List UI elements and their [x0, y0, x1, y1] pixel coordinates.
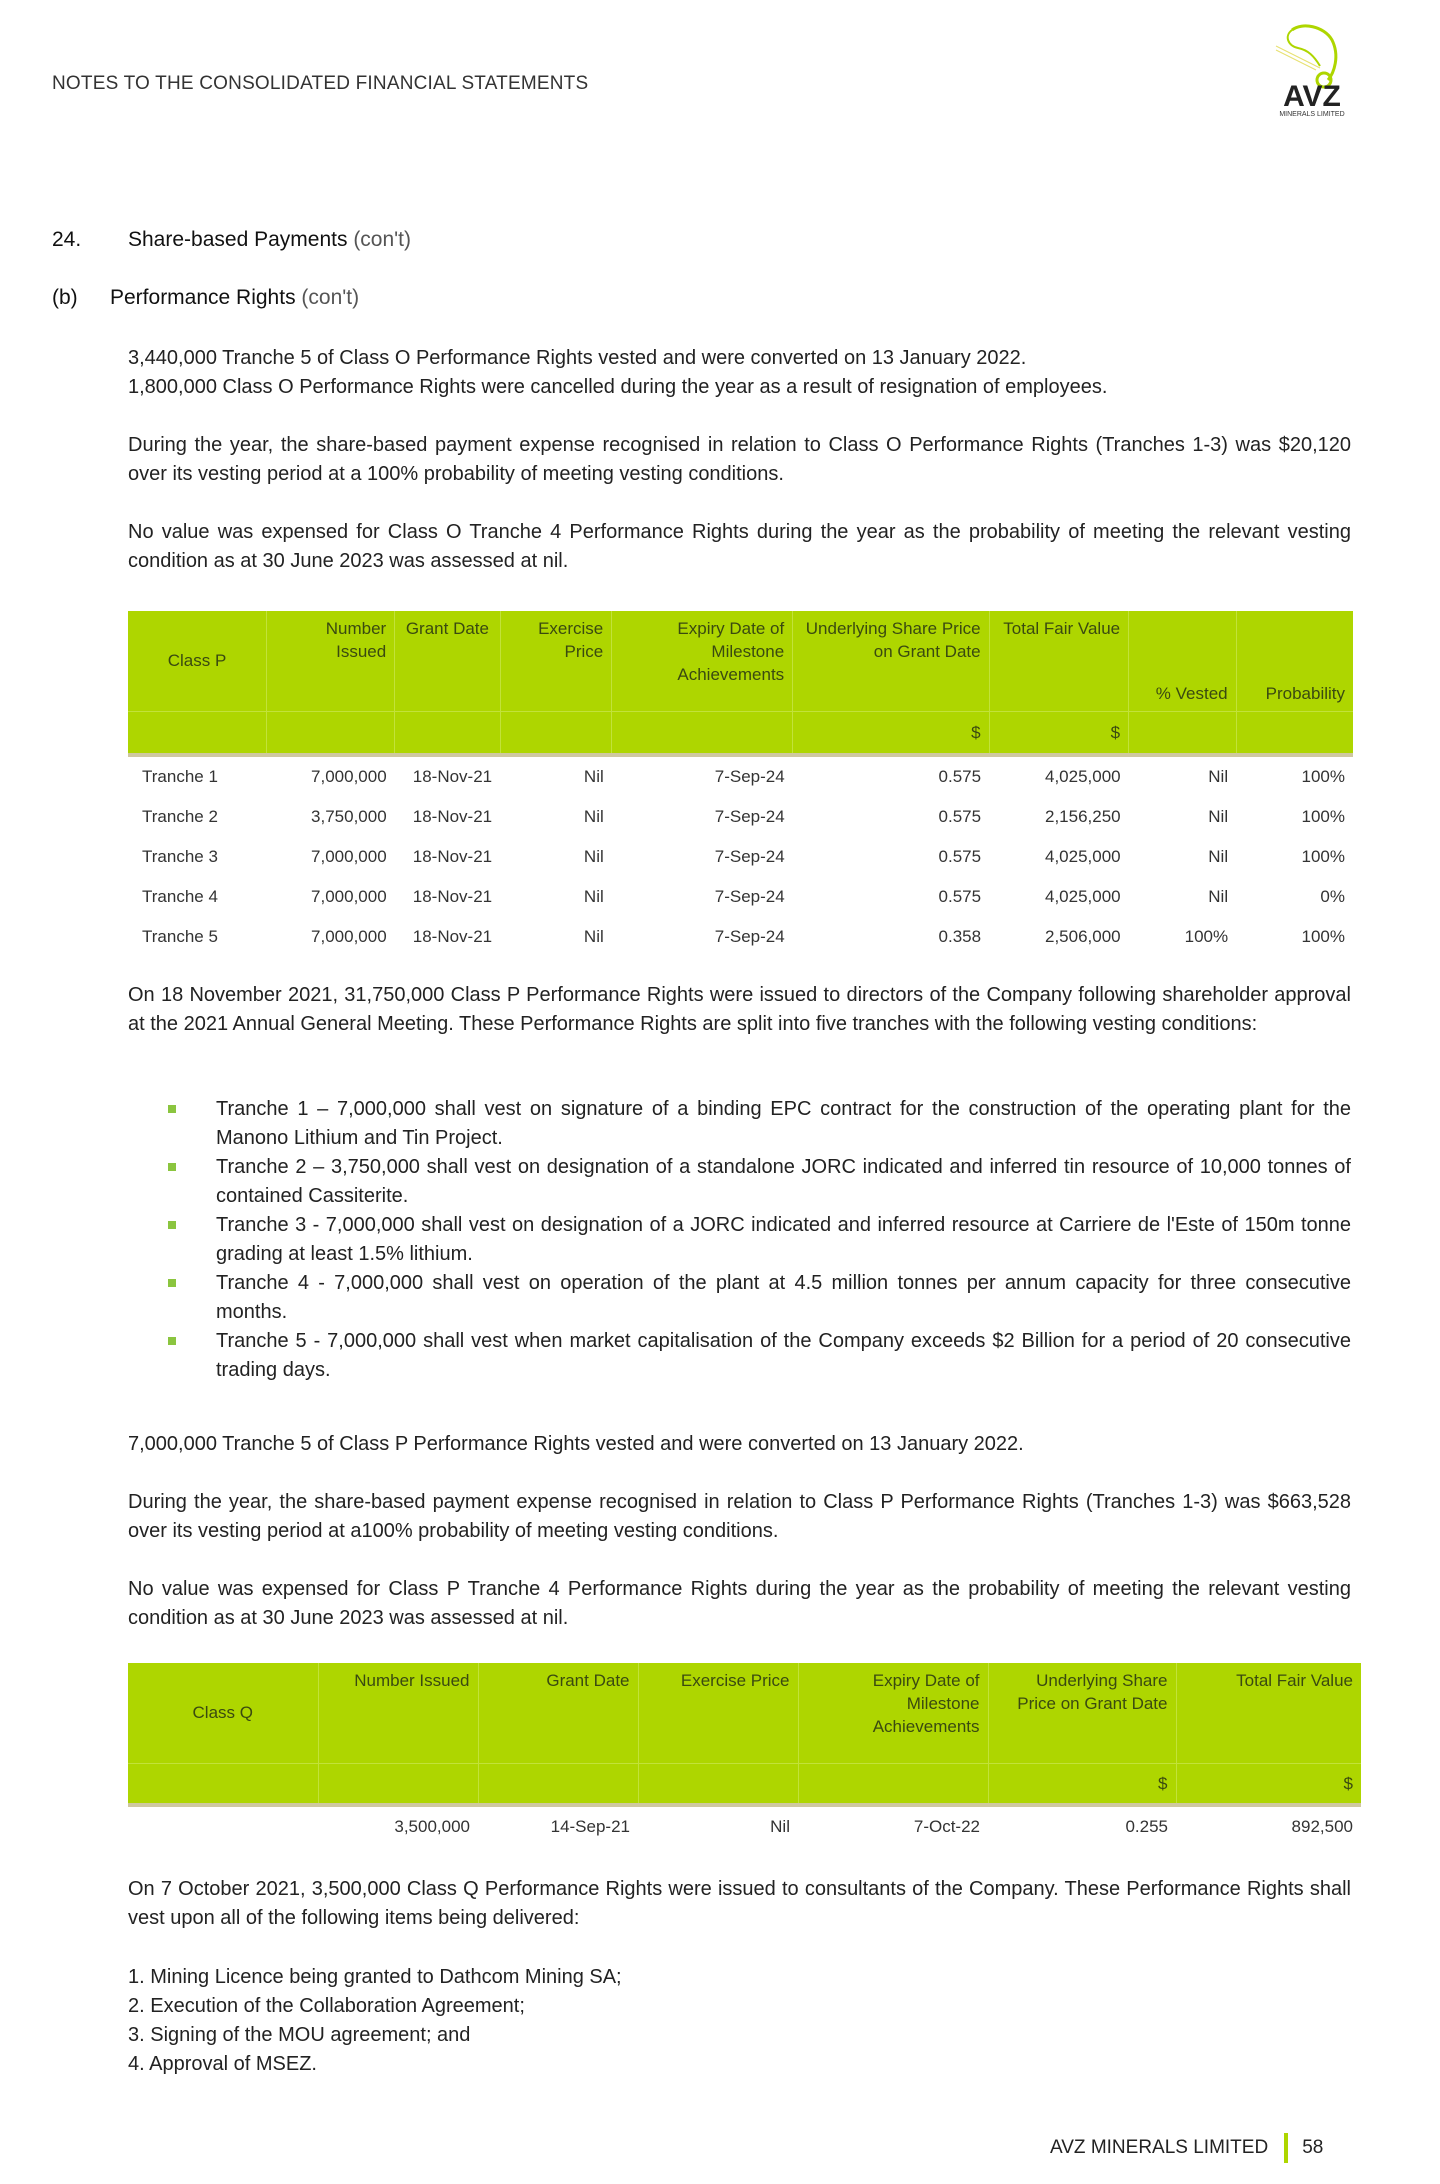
subsection-heading	[52, 286, 359, 310]
page-footer	[1050, 2133, 1323, 2163]
list-item-text: Tranche 3 - 7,000,000 shall vest on designation of a JORC indicated and inferred resource at Carriere de l'Este of 150m tonne grading at least 1.5% lithium.	[216, 1214, 1351, 1265]
unit-cell	[318, 1763, 478, 1805]
table-cell: 3,500,000	[394, 1817, 470, 1836]
list-item: 2. Execution of the Collaboration Agreement;	[128, 1995, 525, 2017]
table-cell: 0.575	[938, 847, 982, 866]
class-q-vesting-items	[128, 1963, 622, 2079]
paragraph: 1,800,000 Class O Performance Rights were cancelled during the year as a result of resignation of employees.	[128, 376, 1108, 398]
unit-cell	[478, 1763, 638, 1805]
unit-cell: $	[1176, 1763, 1361, 1805]
column-header: Expiry Date of Milestone Achievements	[798, 1663, 988, 1763]
logo-wordmark: AVZ	[1283, 80, 1341, 113]
table-units-row	[128, 1763, 1361, 1805]
table-cell: 7,000,000	[311, 767, 387, 786]
class-q-table	[128, 1663, 1361, 1847]
table-cell: 7,000,000	[311, 927, 387, 946]
list-item-text: Tranche 2 – 3,750,000 shall vest on designation of a standalone JORC indicated and inferred tin resource of 10,000 tonnes of contained Cassiterite.	[216, 1156, 1351, 1207]
logo-subtitle: MINERALS LIMITED	[1279, 111, 1345, 118]
table-row	[128, 877, 1353, 917]
table-cell: 2,506,000	[1044, 927, 1121, 946]
table-header-row	[128, 611, 1353, 711]
paragraph: On 18 November 2021, 31,750,000 Class P Performance Rights were issued to directors of the Company following shareholder approval at the 2021 Annual General Meeting. These Performance Rights are split into five tranches with the following vesting conditions:	[128, 984, 1351, 1035]
bullet-square-icon	[168, 1337, 176, 1345]
section-title: Share-based Payments	[128, 228, 348, 251]
unit-cell	[395, 711, 500, 755]
list-item	[128, 1095, 1351, 1153]
column-header: Number Issued	[267, 611, 395, 711]
column-header: Exercise Price	[638, 1663, 798, 1763]
table-cell: 100%	[1301, 927, 1345, 946]
table-cell: 7-Sep-24	[714, 807, 785, 826]
list-item	[128, 1211, 1351, 1269]
table-row	[128, 837, 1353, 877]
table-cell: 7,000,000	[311, 887, 387, 906]
list-item-text: Tranche 1 – 7,000,000 shall vest on signature of a binding EPC contract for the construction of the operating plant for the Manono Lithium and Tin Project.	[216, 1098, 1351, 1149]
table-units-row	[128, 711, 1353, 755]
table-cell: 0.358	[938, 927, 982, 946]
column-header: Class Q	[128, 1663, 318, 1763]
chameleon-icon	[1262, 18, 1362, 118]
column-header: Grant Date	[395, 611, 500, 711]
class-p-table-body	[128, 755, 1353, 957]
paragraph: During the year, the share-based payment expense recognised in relation to Class P Performance Rights (Tranches 1-3) was $663,528 over its vesting period at a100% probability of meeting vesting conditions.	[128, 1491, 1351, 1542]
table-cell: Tranche 3	[142, 847, 218, 866]
table-cell: Nil	[583, 847, 604, 866]
column-header: Number Issued	[318, 1663, 478, 1763]
class-q-table-body	[128, 1805, 1361, 1847]
paragraph: 7,000,000 Tranche 5 of Class P Performance Rights vested and were converted on 13 January 2022.	[128, 1433, 1024, 1455]
column-header: Probability	[1236, 611, 1353, 711]
list-item	[128, 1153, 1351, 1211]
table-cell: Nil	[583, 767, 604, 786]
table-row	[128, 797, 1353, 837]
page-number: 58	[1302, 2137, 1324, 2158]
table-cell: 4,025,000	[1044, 767, 1121, 786]
column-header: Total Fair Value	[1176, 1663, 1361, 1763]
table-cell: 7-Sep-24	[714, 847, 785, 866]
table-cell: Tranche 2	[142, 807, 218, 826]
table-cell: 100%	[1301, 847, 1345, 866]
table-cell: Nil	[583, 887, 604, 906]
company-logo	[1262, 18, 1362, 118]
table-cell: 4,025,000	[1044, 887, 1121, 906]
table-cell: Nil	[1208, 847, 1229, 866]
table-cell: 18-Nov-21	[412, 887, 493, 906]
column-header: Underlying Share Price on Grant Date	[988, 1663, 1176, 1763]
table-cell: 7-Sep-24	[714, 927, 785, 946]
unit-cell	[638, 1763, 798, 1805]
table-cell: 18-Nov-21	[412, 807, 493, 826]
bullet-square-icon	[168, 1221, 176, 1229]
subsection-title: Performance Rights	[110, 286, 296, 309]
table-cell: Nil	[583, 927, 604, 946]
table-cell: 7-Oct-22	[913, 1817, 980, 1836]
class-p-description	[128, 981, 1351, 1039]
table-cell: 18-Nov-21	[412, 767, 493, 786]
unit-cell	[267, 711, 395, 755]
list-item: 1. Mining Licence being granted to Dathcom Mining SA;	[128, 1966, 622, 1988]
unit-cell: $	[989, 711, 1129, 755]
column-header: Grant Date	[478, 1663, 638, 1763]
table-cell: Nil	[1208, 887, 1229, 906]
table-cell: 100%	[1301, 767, 1345, 786]
paragraph: No value was expensed for Class O Tranche 4 Performance Rights during the year as the probability of meeting the relevant vesting condition as at 30 June 2023 was assessed at nil.	[128, 521, 1351, 572]
table-cell: 4,025,000	[1044, 847, 1121, 866]
table-cell: Nil	[583, 807, 604, 826]
intro-text	[128, 344, 1351, 576]
section-number: 24.	[52, 228, 82, 251]
table-cell	[128, 1805, 318, 1847]
list-item-text: Tranche 5 - 7,000,000 shall vest when market capitalisation of the Company exceeds $2 Billion for a period of 20 consecutive trading days.	[216, 1330, 1351, 1381]
table-cell: Tranche 4	[142, 887, 218, 906]
table-cell: 7,000,000	[311, 847, 387, 866]
footer-company: AVZ MINERALS LIMITED	[1050, 2137, 1269, 2158]
column-header: % Vested	[1129, 611, 1237, 711]
unit-cell: $	[793, 711, 989, 755]
unit-cell	[128, 1763, 318, 1805]
table-header-row	[128, 1663, 1361, 1763]
paragraph: 3,440,000 Tranche 5 of Class O Performance Rights vested and were converted on 13 January 2022.	[128, 347, 1027, 369]
paragraph: No value was expensed for Class P Tranche 4 Performance Rights during the year as the probability of meeting the relevant vesting condition as at 30 June 2023 was assessed at nil.	[128, 1578, 1351, 1629]
unit-cell	[798, 1763, 988, 1805]
table-cell: Nil	[1208, 807, 1229, 826]
unit-cell	[128, 711, 267, 755]
table-cell: Tranche 1	[142, 767, 218, 786]
table-row	[128, 917, 1353, 957]
table-cell: 0.575	[938, 887, 982, 906]
class-p-table	[128, 611, 1353, 957]
table-row	[128, 1805, 1361, 1847]
subsection-suffix: (con't)	[301, 286, 360, 309]
column-header: Underlying Share Price on Grant Date	[793, 611, 989, 711]
table-cell: 7-Sep-24	[714, 767, 785, 786]
class-p-followup-text	[128, 1430, 1351, 1633]
table-cell: Nil	[1208, 767, 1229, 786]
footer-divider	[1284, 2133, 1288, 2163]
column-header: Expiry Date of Milestone Achievements	[612, 611, 793, 711]
class-q-description	[128, 1875, 1351, 1933]
table-cell: 100%	[1301, 807, 1345, 826]
unit-cell	[500, 711, 612, 755]
table-cell: 892,500	[1291, 1817, 1353, 1836]
page-header-title: NOTES TO THE CONSOLIDATED FINANCIAL STATEMENTS	[52, 73, 589, 94]
column-header: Exercise Price	[500, 611, 612, 711]
table-cell: Tranche 5	[142, 927, 218, 946]
list-item-text: Tranche 4 - 7,000,000 shall vest on operation of the plant at 4.5 million tonnes per annum capacity for three consecutive months.	[216, 1272, 1351, 1323]
table-cell: 14-Sep-21	[550, 1817, 630, 1836]
section-heading	[52, 228, 411, 252]
unit-cell	[612, 711, 793, 755]
unit-cell	[1236, 711, 1353, 755]
paragraph: During the year, the share-based payment expense recognised in relation to Class O Performance Rights (Tranches 1-3) was $20,120 over its vesting period at a 100% probability of meeting vesting conditions.	[128, 434, 1351, 485]
list-item	[128, 1269, 1351, 1327]
paragraph: On 7 October 2021, 3,500,000 Class Q Performance Rights were issued to consultants of the Company. These Performance Rights shall vest upon all of the following items being delivered:	[128, 1878, 1351, 1929]
table-cell: 0%	[1320, 887, 1345, 906]
table-row	[128, 755, 1353, 797]
bullet-square-icon	[168, 1105, 176, 1113]
table-cell: 3,750,000	[311, 807, 387, 826]
class-p-vesting-conditions	[128, 1095, 1351, 1385]
unit-cell: $	[988, 1763, 1176, 1805]
column-header: Class P	[128, 611, 267, 711]
bullet-square-icon	[168, 1163, 176, 1171]
list-item	[128, 1327, 1351, 1385]
table-cell: 0.255	[1125, 1817, 1168, 1836]
subsection-number: (b)	[52, 286, 78, 309]
column-header: Total Fair Value	[989, 611, 1129, 711]
table-cell: 2,156,250	[1044, 807, 1121, 826]
table-cell: 7-Sep-24	[714, 887, 785, 906]
table-cell: 0.575	[938, 807, 982, 826]
table-cell: 100%	[1184, 927, 1229, 946]
table-cell: Nil	[770, 1817, 790, 1836]
table-cell: 0.575	[938, 767, 982, 786]
table-cell: 18-Nov-21	[412, 927, 493, 946]
section-suffix: (con't)	[353, 228, 412, 251]
list-item: 3. Signing of the MOU agreement; and	[128, 2024, 471, 2046]
table-cell: 18-Nov-21	[412, 847, 493, 866]
bullet-square-icon	[168, 1279, 176, 1287]
unit-cell	[1129, 711, 1237, 755]
list-item: 4. Approval of MSEZ.	[128, 2053, 317, 2075]
